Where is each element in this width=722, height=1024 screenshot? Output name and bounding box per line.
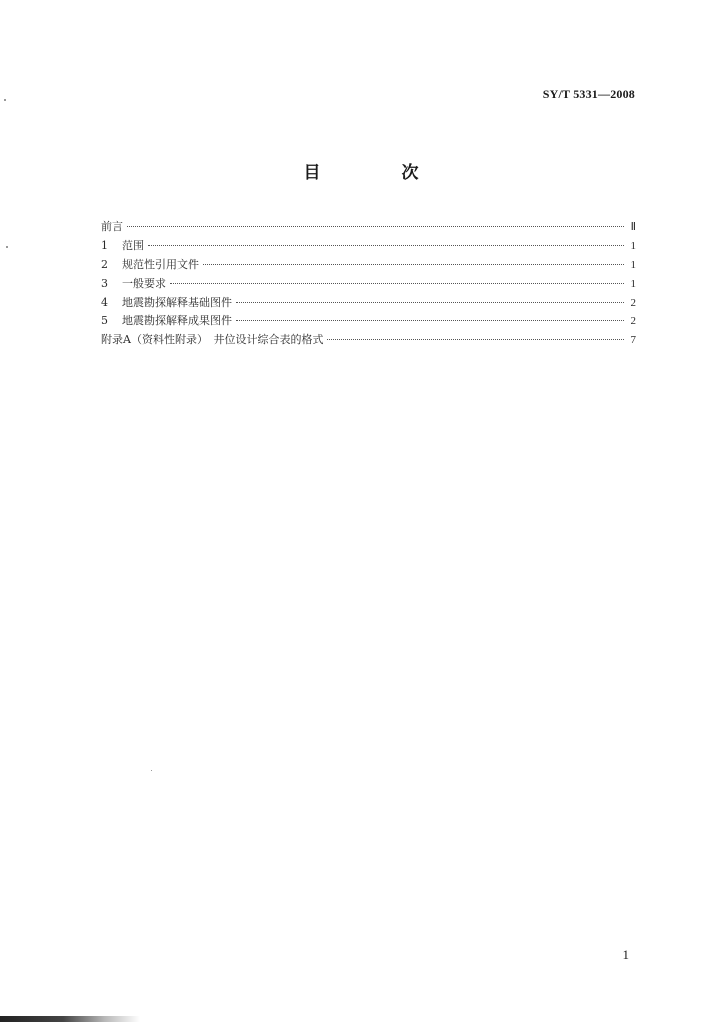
toc-entry-title: 一般要求 — [122, 276, 166, 290]
toc-entry-page: Ⅱ — [630, 221, 636, 233]
toc-entry-page: 2 — [630, 296, 636, 309]
toc-entry-page: 2 — [630, 315, 636, 328]
toc-entry-appendix-a[interactable] — [101, 331, 636, 350]
toc-entry-page: 1 — [630, 239, 636, 252]
toc-leader-dots — [236, 302, 624, 303]
scan-artifact — [0, 1016, 140, 1022]
toc-entry-foreword[interactable] — [101, 218, 636, 237]
toc-entry-scope[interactable] — [101, 237, 636, 256]
toc-entry-number: 1 — [101, 238, 108, 252]
toc-leader-dots — [203, 264, 624, 265]
toc-entry-title: 地震勘探解释成果图件 — [122, 314, 232, 328]
toc-entry-title: 地震勘探解释基础图件 — [122, 295, 232, 309]
toc-entry-title: 范围 — [122, 238, 144, 252]
toc-entry-page: 7 — [630, 334, 636, 347]
toc-entry-title: 附录A（资料性附录） 井位设计综合表的格式 — [101, 333, 324, 347]
toc-entry-title: 前言 — [101, 220, 123, 233]
toc-leader-dots — [127, 226, 624, 227]
page-number: 1 — [622, 947, 629, 962]
scan-speck — [4, 99, 6, 101]
toc-entry-basic-maps[interactable] — [101, 294, 636, 313]
page-title: 目 次 — [303, 163, 451, 183]
standard-code: SY/T 5331—2008 — [542, 87, 635, 101]
toc-entry-normative-references[interactable] — [101, 256, 636, 275]
table-of-contents — [101, 218, 636, 350]
scan-speck — [151, 770, 152, 771]
toc-entry-number: 5 — [101, 314, 108, 328]
toc-leader-dots — [236, 320, 624, 321]
toc-entry-number: 2 — [101, 257, 108, 271]
toc-entry-number: 4 — [101, 295, 108, 309]
toc-entry-result-maps[interactable] — [101, 312, 636, 331]
toc-entry-title: 规范性引用文件 — [122, 257, 199, 271]
scan-speck — [6, 246, 8, 248]
toc-leader-dots — [170, 283, 624, 284]
toc-entry-page: 1 — [630, 277, 636, 290]
toc-entry-number: 3 — [101, 276, 108, 290]
toc-entry-general-requirements[interactable] — [101, 275, 636, 294]
toc-entry-page: 1 — [630, 258, 636, 271]
toc-leader-dots — [327, 339, 624, 340]
toc-leader-dots — [148, 245, 624, 246]
